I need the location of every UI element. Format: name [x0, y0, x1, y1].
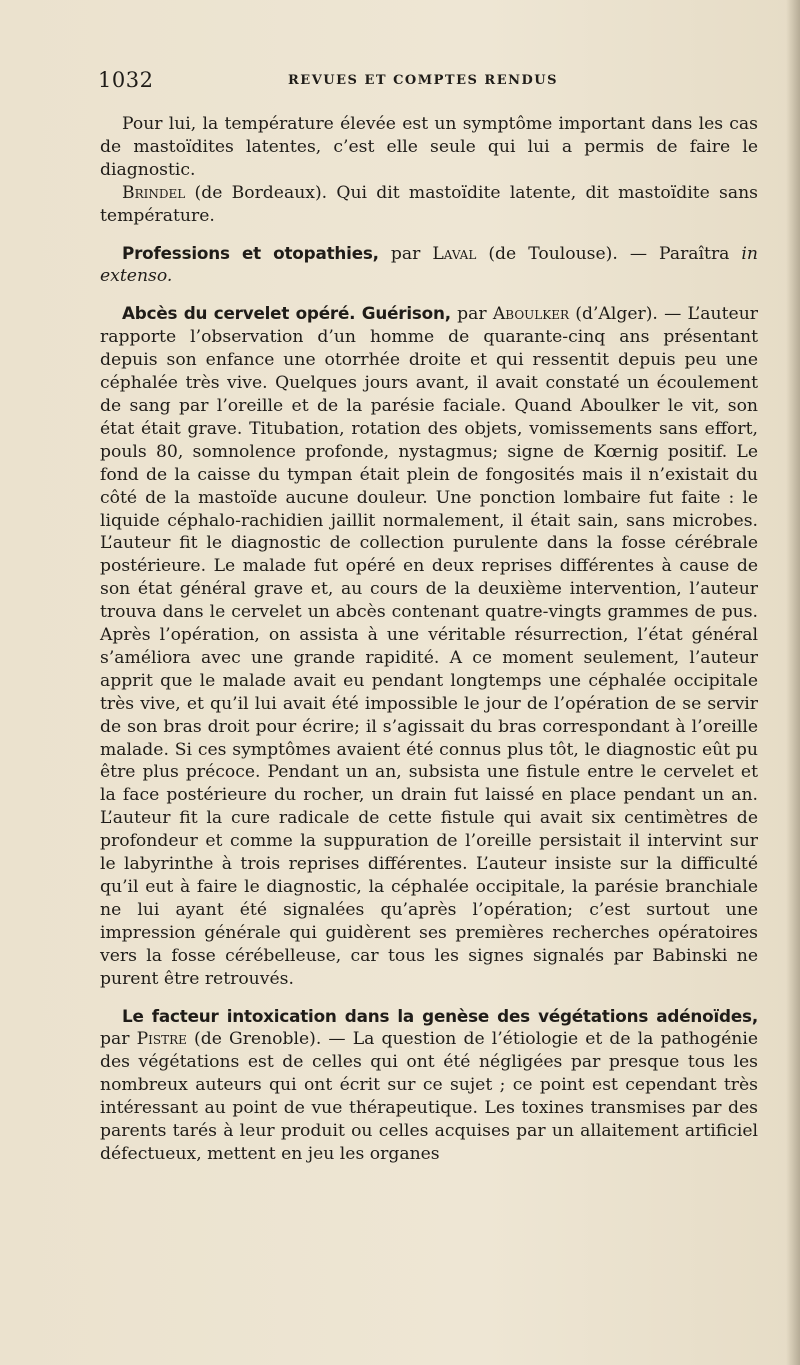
- author-name: Laval: [432, 243, 477, 264]
- paragraph-vegetations: [100, 1005, 758, 1166]
- section-heading: Abcès du cervelet opéré. Guérison,: [122, 303, 451, 324]
- article-body: [100, 113, 758, 1166]
- author-name: Aboulker: [492, 304, 570, 325]
- paragraph-text: par: [378, 243, 433, 264]
- paragraph-text: par: [100, 1029, 137, 1050]
- running-title: REVUES ET COMPTES RENDUS: [288, 73, 558, 88]
- paragraph-professions: [100, 242, 758, 289]
- paragraph-text: (de Bordeaux). Qui dit mastoïdite latente, dit mastoïdite sans température.: [100, 182, 758, 226]
- page-edge-shadow: [786, 0, 800, 1365]
- paragraph-text: par: [450, 304, 493, 325]
- italic-text: in extenso.: [100, 243, 758, 287]
- paragraph-abces-cervelet: [100, 302, 758, 990]
- paragraph-text: (de Toulouse). — Paraîtra: [476, 243, 742, 264]
- paragraph-text: Pour lui, la température élevée est un symptôme important dans les cas de mastoïdites latentes, c’est elle seule qui lui a permis de faire le diagnostic.: [100, 114, 758, 180]
- paragraph-brindel: [100, 182, 758, 228]
- paragraph-text: (de Grenoble). — La question de l’étiologie et de la pathogénie des végétations est de celles qui ont été négligées par presque tous les nombreux auteurs qui ont écrit sur ce sujet ; ce point est cependant très intéressant au point de vue thérapeutique. Les toxines transmises par des parents tarés à leur produit ou celles acquises par un allaitement artificiel défectueux, mettent en jeu les organes: [100, 1029, 758, 1164]
- page-number: 1032: [98, 68, 154, 92]
- running-header: [98, 68, 758, 98]
- paragraph-text: (d’Alger). — L’auteur rapporte l’observation d’un homme de quarante-cinq ans présentant depuis son enfance une otorrhée droite et qui ressentit depuis peu une céphalée très vive. Quelques jours avant, il avait constaté un écoulement de sang par l’oreille et de la parésie faciale. Quand Aboulker le vit, son état était grave. Titubation, rotation des objets, vomissements sans effort, pouls 80, somnolence profonde, nystagmus; signe de Kœrnig positif. Le fond de la caisse du tympan était plein de fongosités mais il n’existait du côté de la mastoïde aucune douleur. Une ponction lombaire fut faite : le liquide céphalo-rachidien jaillit normalement, il était sain, sans microbes. L’auteur fit le diagnostic de collection purulente dans la fosse cérébrale postérieure. Le malade fut opéré en deux reprises différentes à cause de son état général grave et, au cours de la deuxième intervention, l’auteur trouva dans le cervelet un abcès contenant quatre-vingts grammes de pus. Après l’opération, on assista à une véritable résurrection, l’état général s’améliora avec une grande rapidité. A ce moment seulement, l’auteur apprit que le malade avait eu pendant longtemps une céphalée occipitale très vive, et qu’il lui avait été impossible le jour de l’opération de se servir de son bras droit pour écrire; il s’agissait du bras correspondant à l’oreille malade. Si ces symptômes avaient été connus plus tôt, le diagnostic eût pu être plus précoce. Pendant un an, subsista une fistule entre le cervelet et la face postérieure du rocher, un drain fut laissé en place pendant un an. L’auteur fit la cure radicale de cette fistule qui avait six centimètres de profondeur et comme la suppuration de l’oreille persistait il intervint sur le labyrinthe à trois reprises différentes. L’auteur insiste sur la difficulté qu’il eut à faire le diagnostic, la céphalée occipitale, la parésie branchiale ne lui ayant été signalées qu’après l’opération; c’est surtout une impression générale qui guidèrent ses premières recherches opératoires vers la fosse cérébelleuse, car tous les signes signalés par Babinski ne purent être retrouvés.: [100, 304, 758, 989]
- author-name: Pistre: [136, 1029, 187, 1050]
- author-name: Brindel: [122, 182, 186, 203]
- section-heading: Professions et otopathies,: [122, 242, 379, 263]
- section-heading: Le facteur intoxication dans la genèse des végétations adénoïdes,: [122, 1005, 758, 1026]
- paragraph-temperature: [100, 113, 758, 182]
